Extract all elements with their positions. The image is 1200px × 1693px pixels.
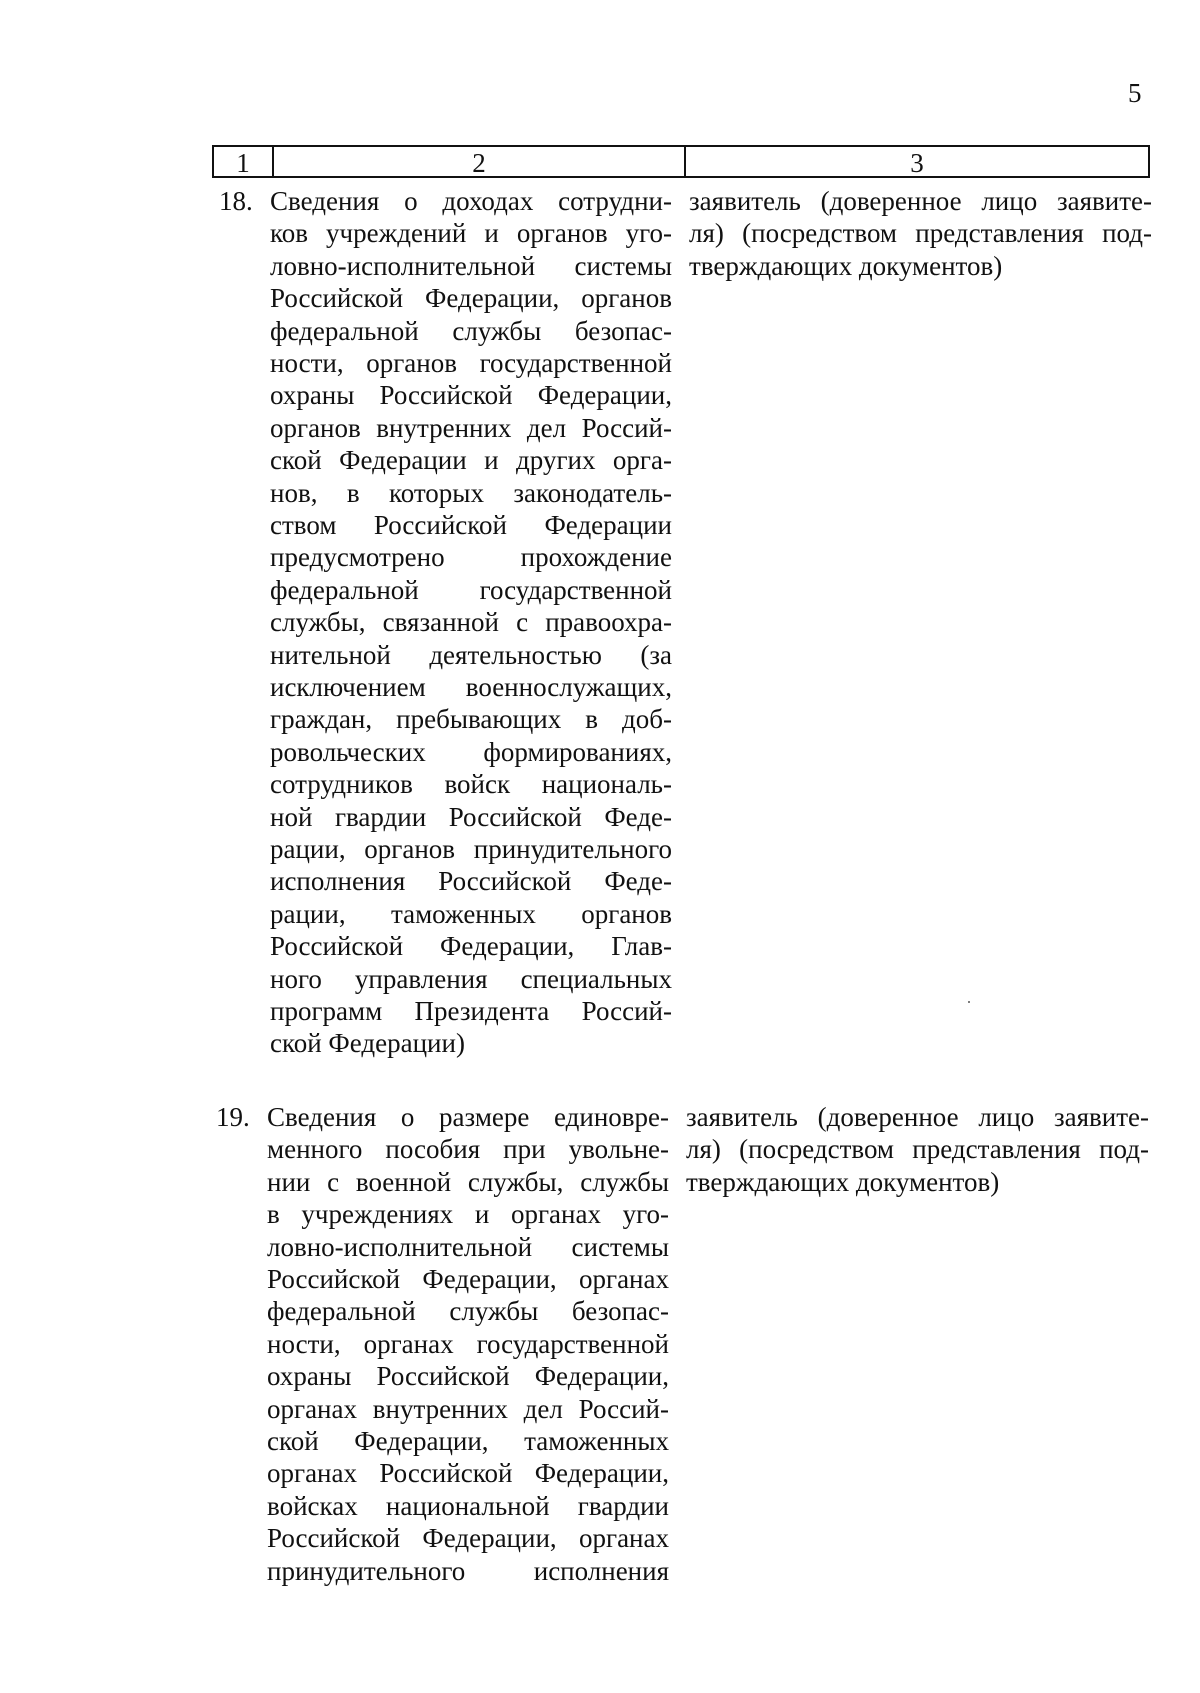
row-provider-line: ля) (посредством представления под- [686, 1134, 1149, 1165]
table-header-cell-2: 2 [274, 147, 686, 176]
row-provider-line: заявитель (доверенное лицо заявите- [689, 186, 1152, 216]
row-provider-line: ля) (посредством представления под- [689, 218, 1152, 249]
row-provider-line: заявитель (доверенное лицо заявите- [686, 1102, 1149, 1132]
row-description-line: Российской Федерации, органах [267, 1523, 669, 1554]
row-description-line: нов, в которых законодатель- [270, 477, 672, 508]
row-description-line: ловно-исполнительной системы [267, 1231, 669, 1262]
row-description-line: принудительного исполнения [267, 1555, 669, 1586]
row-description-line: ской Федерации) [270, 1028, 465, 1059]
row-description-line: органов внутренних дел Россий- [270, 412, 672, 443]
row-description-line: ности, органах государственной [267, 1328, 669, 1359]
row-description-line: ности, органов государственной [270, 348, 672, 378]
row-description-line: органах внутренних дел Россий- [267, 1393, 669, 1424]
row-description-line: Российской Федерации, Глав- [270, 931, 672, 962]
table-header-row [212, 145, 1150, 178]
row-description-line: службы, связанной с правоохра- [270, 607, 672, 638]
row-provider-line: тверждающих документов) [689, 250, 1003, 281]
row-description-line: ровольческих формированиях, [270, 736, 672, 767]
row-description-line: ской Федерации и других орга- [270, 445, 672, 476]
row-description-line: Российской Федерации, органов [270, 283, 672, 314]
row-description-line: в учреждениях и органах уго- [267, 1199, 669, 1230]
row-number: 19. [216, 1102, 250, 1132]
row-description-line: охраны Российской Федерации, [267, 1361, 669, 1392]
row-description-line: ской Федерации, таможенных [267, 1426, 669, 1456]
row-description-line: Сведения о размере единовре- [267, 1102, 669, 1132]
row-description-line: предусмотрено прохождение [270, 542, 672, 573]
row-description-line: граждан, пребывающих в доб- [270, 704, 672, 735]
row-description-line: органах Российской Федерации, [267, 1458, 669, 1489]
row-description-line: ством Российской Федерации [270, 510, 672, 540]
row-description-line: рации, органов принудительного [270, 834, 672, 864]
row-description-line: федеральной государственной [270, 574, 672, 605]
row-description-line: федеральной службы безопас- [267, 1296, 669, 1327]
row-provider-line: тверждающих документов) [686, 1166, 1000, 1197]
row-description-line: ков учреждений и органов уго- [270, 218, 672, 249]
row-description-line: ного управления специальных [270, 963, 672, 994]
row-description-line: ной гвардии Российской Феде- [270, 801, 672, 832]
row-description-line: менного пособия при увольне- [267, 1134, 669, 1165]
row-number: 18. [219, 186, 253, 216]
row-description-line: Сведения о доходах сотрудни- [270, 186, 672, 216]
row-description-line: исключением военнослужащих, [270, 672, 672, 702]
row-description-line: исполнения Российской Феде- [270, 866, 672, 897]
row-description-line: программ Президента Россий- [270, 996, 672, 1026]
row-description-line: нительной деятельностью (за [270, 639, 672, 670]
page-number: 5 [1128, 78, 1142, 108]
row-description-line: ловно-исполнительной системы [270, 250, 672, 281]
row-description-line: Российской Федерации, органах [267, 1264, 669, 1294]
row-description-line: войсках национальной гвардии [267, 1490, 669, 1521]
table-header-cell-1: 1 [214, 147, 274, 176]
row-description-line: рации, таможенных органов [270, 898, 672, 929]
scan-speck [968, 1001, 970, 1003]
row-description-line: охраны Российской Федерации, [270, 380, 672, 411]
row-description-line: нии с военной службы, службы [267, 1166, 669, 1197]
row-description-line: федеральной службы безопас- [270, 315, 672, 346]
table-header-cell-3: 3 [910, 148, 924, 178]
row-description-line: сотрудников войск националь- [270, 769, 672, 800]
